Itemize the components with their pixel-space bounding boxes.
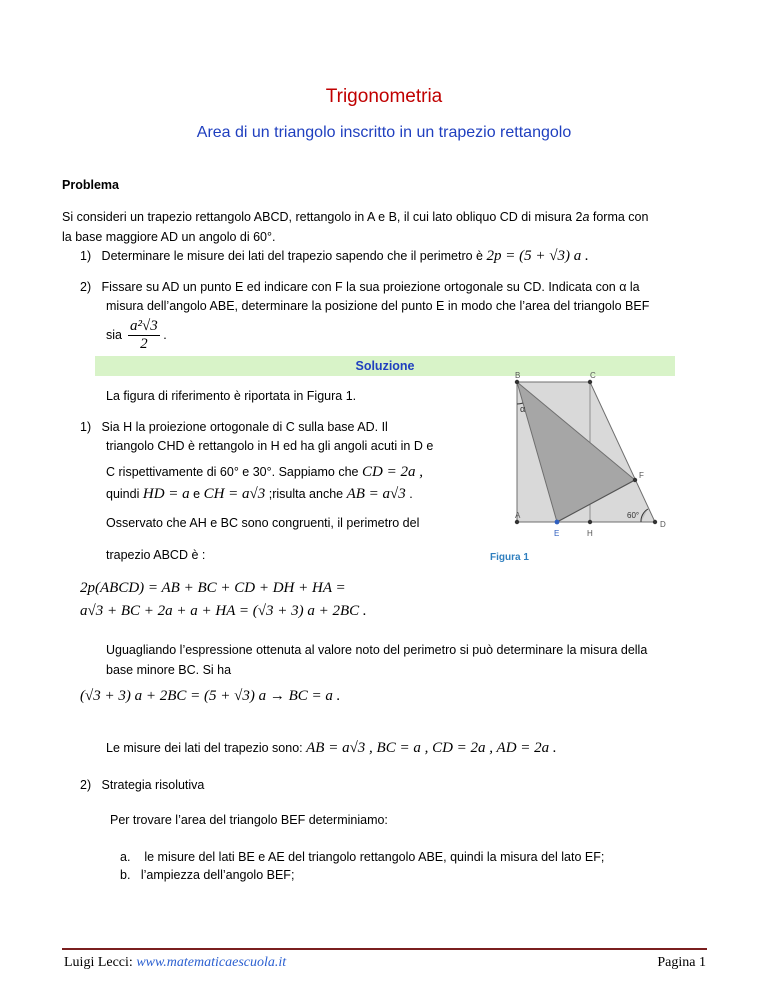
bc-equation: (√3 + 3) a + 2BC = (5 + √3) a → BC = a . bbox=[80, 688, 341, 704]
solution-ref: La figura di riferimento è riportata in Figura 1. bbox=[106, 389, 357, 403]
label-angle: 60° bbox=[627, 511, 640, 520]
figure-trapezoid bbox=[495, 370, 675, 545]
label-e: E bbox=[554, 529, 560, 538]
equal-line2: base minore BC. Si ha bbox=[106, 663, 232, 677]
cd-equation: CD = 2a , bbox=[361, 464, 423, 480]
figure-caption: Figura 1 bbox=[490, 552, 529, 563]
point-d bbox=[653, 520, 657, 524]
label-f: F bbox=[639, 471, 644, 480]
problem-intro-line2: la base maggiore AD un angolo di 60°. bbox=[62, 230, 276, 244]
point-c bbox=[588, 380, 592, 384]
sia-label: sia bbox=[106, 327, 122, 342]
label-alpha: α bbox=[520, 404, 526, 414]
solution-band: Soluzione bbox=[95, 356, 675, 376]
point-a bbox=[515, 520, 519, 524]
perimeter-equation-line2: a√3 + BC + 2a + a + HA = (√3 + 3) a + 2BC . bbox=[80, 603, 367, 619]
point-b bbox=[515, 380, 519, 384]
solution1-line1: 1) Sia H la proiezione ortogonale di C sulla base AD. Il bbox=[80, 420, 388, 434]
problem-heading: Problema bbox=[62, 178, 119, 192]
equal-line1: Uguagliando l’espressione ottenuta al valore noto del perimetro si può determinare la misura della bbox=[106, 643, 648, 657]
problem-item1: 1) Determinare le misure dei lati del trapezio sapendo che il perimetro è 2p = (5 + √3) a . bbox=[80, 248, 589, 264]
solution1-perimeter-label: trapezio ABCD è : bbox=[106, 548, 206, 562]
perimeter-equation-line1: 2p(ABCD) = AB + BC + CD + DH + HA = bbox=[80, 580, 346, 596]
solution2-step-a: a. le misure del lati BE e AE del triangolo rettangolo ABE, quindi la misura del lato EF; bbox=[120, 850, 605, 864]
solution1-line4: quindi HD = a e CH = a√3 ;risulta anche AB = a√3 . bbox=[106, 486, 413, 502]
point-f bbox=[633, 478, 637, 482]
solution1-line3: C rispettivamente di 60° e 30°. Sappiamo che CD = 2a , bbox=[106, 464, 423, 480]
sia-end: . bbox=[159, 327, 167, 342]
footer-rule bbox=[62, 948, 707, 950]
solution1-observation: Osservato che AH e BC sono congruenti, il perimetro del bbox=[106, 516, 420, 530]
label-b: B bbox=[515, 371, 521, 380]
footer-site-link[interactable]: www.matematicaescuola.it bbox=[136, 955, 287, 970]
label-h: H bbox=[587, 529, 593, 538]
footer-author: Luigi Lecci: www.matematicaescuola.it bbox=[64, 955, 287, 970]
label-c: C bbox=[590, 371, 596, 380]
solution2-title: 2) Strategia risolutiva bbox=[80, 778, 205, 792]
solution2-intro: Per trovare l’area del triangolo BEF determiniamo: bbox=[110, 813, 388, 827]
label-d: D bbox=[660, 520, 666, 529]
problem-item2-line1: 2) Fissare su AD un punto E ed indicare con F la sua proiezione ortogonale su CD. Indicata con α la bbox=[80, 280, 640, 294]
point-h bbox=[588, 520, 592, 524]
area-fraction: $\frac{\text{a²√3}}{2}$ bbox=[129, 318, 158, 352]
label-a: A bbox=[515, 511, 521, 520]
problem-intro: Si consideri un trapezio rettangolo ABCD, rettangolo in A e B, il cui lato obliquo CD di misura 2a forma con bbox=[62, 210, 649, 224]
solution2-step-b: b. l’ampiezza dell’angolo BEF; bbox=[120, 868, 295, 882]
problem-item2-sia bbox=[106, 318, 167, 353]
sides-measures: Le misure dei lati del trapezio sono: AB = a√3 , BC = a , CD = 2a , AD = 2a . bbox=[106, 740, 557, 756]
problem-item2-line2: misura dell’angolo ABE, determinare la posizione del punto E in modo che l’area del triangolo BEF bbox=[106, 299, 650, 313]
point-e bbox=[555, 520, 560, 525]
document-title: Trigonometria bbox=[325, 86, 443, 107]
footer-page-number: Pagina 1 bbox=[657, 955, 706, 970]
solution1-line2: triangolo CHD è rettangolo in H ed ha gli angoli acuti in D e bbox=[106, 439, 434, 453]
document-subtitle: Area di un triangolo inscritto in un trapezio rettangolo bbox=[196, 124, 572, 141]
